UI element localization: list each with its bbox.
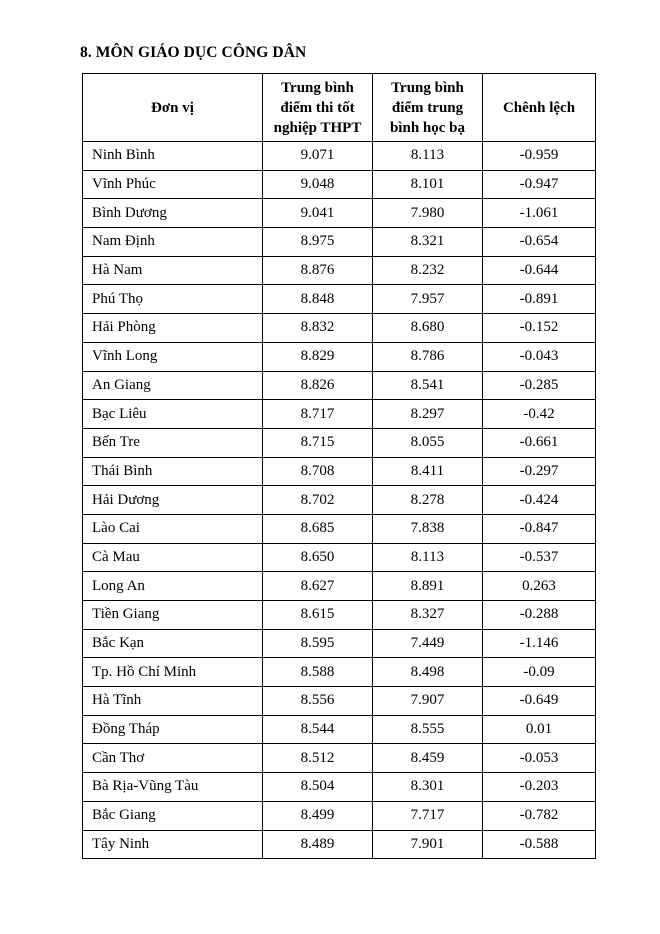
cell-unit: Vĩnh Long [83, 342, 263, 371]
cell-record-average: 8.113 [373, 142, 483, 171]
cell-record-average: 7.717 [373, 801, 483, 830]
cell-record-average: 7.907 [373, 687, 483, 716]
cell-difference: -0.053 [483, 744, 596, 773]
cell-unit: Bà Rịa-Vũng Tàu [83, 773, 263, 802]
cell-record-average: 8.055 [373, 428, 483, 457]
table-row [83, 256, 596, 285]
cell-record-average: 7.901 [373, 830, 483, 859]
header-exam-average: Trung bình điểm thi tốt nghiệp THPT [263, 74, 373, 142]
cell-exam-average: 8.876 [263, 256, 373, 285]
cell-record-average: 8.297 [373, 400, 483, 429]
cell-unit: Bắc Kạn [83, 629, 263, 658]
table-row [83, 228, 596, 257]
cell-exam-average: 8.702 [263, 486, 373, 515]
header-unit: Đơn vị [83, 74, 263, 142]
cell-difference: -0.297 [483, 457, 596, 486]
cell-record-average: 8.113 [373, 543, 483, 572]
cell-exam-average: 9.071 [263, 142, 373, 171]
cell-exam-average: 8.685 [263, 514, 373, 543]
cell-record-average: 8.891 [373, 572, 483, 601]
table-row [83, 830, 596, 859]
table-row [83, 543, 596, 572]
table-row [83, 687, 596, 716]
cell-record-average: 8.278 [373, 486, 483, 515]
cell-unit: Thái Bình [83, 457, 263, 486]
table-row [83, 342, 596, 371]
cell-exam-average: 8.588 [263, 658, 373, 687]
cell-exam-average: 8.975 [263, 228, 373, 257]
table-row [83, 801, 596, 830]
cell-unit: Phú Thọ [83, 285, 263, 314]
cell-unit: Tp. Hồ Chí Minh [83, 658, 263, 687]
cell-exam-average: 8.512 [263, 744, 373, 773]
cell-unit: Hải Dương [83, 486, 263, 515]
cell-difference: -0.644 [483, 256, 596, 285]
cell-unit: Vĩnh Phúc [83, 170, 263, 199]
table-row [83, 486, 596, 515]
table-body [83, 142, 596, 859]
table-row [83, 285, 596, 314]
section-title: 8. MÔN GIÁO DỤC CÔNG DÂN [80, 44, 307, 61]
cell-exam-average: 8.826 [263, 371, 373, 400]
table-row [83, 715, 596, 744]
cell-difference: -0.649 [483, 687, 596, 716]
cell-unit: Lào Cai [83, 514, 263, 543]
cell-exam-average: 8.829 [263, 342, 373, 371]
cell-unit: Tiền Giang [83, 601, 263, 630]
cell-difference: -0.42 [483, 400, 596, 429]
cell-record-average: 8.459 [373, 744, 483, 773]
cell-difference: -0.537 [483, 543, 596, 572]
table-row [83, 744, 596, 773]
cell-unit: Hà Tĩnh [83, 687, 263, 716]
cell-unit: Bến Tre [83, 428, 263, 457]
table-row [83, 371, 596, 400]
cell-record-average: 7.980 [373, 199, 483, 228]
cell-record-average: 7.838 [373, 514, 483, 543]
cell-difference: 0.263 [483, 572, 596, 601]
cell-exam-average: 8.544 [263, 715, 373, 744]
cell-record-average: 8.541 [373, 371, 483, 400]
cell-exam-average: 8.832 [263, 314, 373, 343]
cell-record-average: 8.555 [373, 715, 483, 744]
cell-record-average: 8.498 [373, 658, 483, 687]
cell-unit: Hải Phòng [83, 314, 263, 343]
table-row [83, 658, 596, 687]
header-difference: Chênh lệch [483, 74, 596, 142]
cell-difference: -0.09 [483, 658, 596, 687]
cell-difference: -1.061 [483, 199, 596, 228]
cell-difference: -0.782 [483, 801, 596, 830]
table-row [83, 199, 596, 228]
cell-exam-average: 8.489 [263, 830, 373, 859]
cell-record-average: 8.680 [373, 314, 483, 343]
cell-difference: -0.424 [483, 486, 596, 515]
cell-unit: Tây Ninh [83, 830, 263, 859]
cell-difference: -0.847 [483, 514, 596, 543]
cell-difference: -0.043 [483, 342, 596, 371]
cell-exam-average: 8.650 [263, 543, 373, 572]
cell-unit: Cà Mau [83, 543, 263, 572]
scores-table [82, 73, 596, 859]
cell-unit: Cần Thơ [83, 744, 263, 773]
table-row [83, 142, 596, 171]
cell-exam-average: 8.717 [263, 400, 373, 429]
cell-exam-average: 8.627 [263, 572, 373, 601]
table-row [83, 773, 596, 802]
cell-unit: Ninh Bình [83, 142, 263, 171]
table-row [83, 314, 596, 343]
cell-unit: Bình Dương [83, 199, 263, 228]
cell-record-average: 8.327 [373, 601, 483, 630]
table-row [83, 457, 596, 486]
cell-difference: -0.654 [483, 228, 596, 257]
table-row [83, 572, 596, 601]
table-row [83, 629, 596, 658]
cell-record-average: 7.957 [373, 285, 483, 314]
cell-difference: 0.01 [483, 715, 596, 744]
cell-unit: Long An [83, 572, 263, 601]
cell-difference: -0.203 [483, 773, 596, 802]
cell-exam-average: 8.499 [263, 801, 373, 830]
cell-unit: Hà Nam [83, 256, 263, 285]
cell-exam-average: 8.595 [263, 629, 373, 658]
cell-exam-average: 9.048 [263, 170, 373, 199]
table-row [83, 170, 596, 199]
cell-record-average: 8.321 [373, 228, 483, 257]
cell-unit: An Giang [83, 371, 263, 400]
cell-record-average: 8.786 [373, 342, 483, 371]
table-header-row [83, 74, 596, 142]
cell-difference: -0.947 [483, 170, 596, 199]
table-row [83, 514, 596, 543]
cell-exam-average: 8.715 [263, 428, 373, 457]
cell-record-average: 8.101 [373, 170, 483, 199]
cell-exam-average: 8.708 [263, 457, 373, 486]
cell-exam-average: 8.556 [263, 687, 373, 716]
cell-unit: Nam Định [83, 228, 263, 257]
cell-difference: -0.588 [483, 830, 596, 859]
table-row [83, 428, 596, 457]
cell-difference: -0.959 [483, 142, 596, 171]
cell-difference: -0.152 [483, 314, 596, 343]
cell-difference: -0.891 [483, 285, 596, 314]
cell-unit: Bạc Liêu [83, 400, 263, 429]
cell-record-average: 8.301 [373, 773, 483, 802]
cell-record-average: 8.232 [373, 256, 483, 285]
cell-difference: -0.661 [483, 428, 596, 457]
table-row [83, 601, 596, 630]
cell-exam-average: 8.615 [263, 601, 373, 630]
cell-difference: -0.285 [483, 371, 596, 400]
cell-unit: Đồng Tháp [83, 715, 263, 744]
cell-difference: -1.146 [483, 629, 596, 658]
cell-difference: -0.288 [483, 601, 596, 630]
cell-record-average: 8.411 [373, 457, 483, 486]
cell-exam-average: 8.504 [263, 773, 373, 802]
table-row [83, 400, 596, 429]
header-record-average: Trung bình điểm trung bình học bạ [373, 74, 483, 142]
cell-exam-average: 9.041 [263, 199, 373, 228]
cell-record-average: 7.449 [373, 629, 483, 658]
cell-unit: Bắc Giang [83, 801, 263, 830]
cell-exam-average: 8.848 [263, 285, 373, 314]
